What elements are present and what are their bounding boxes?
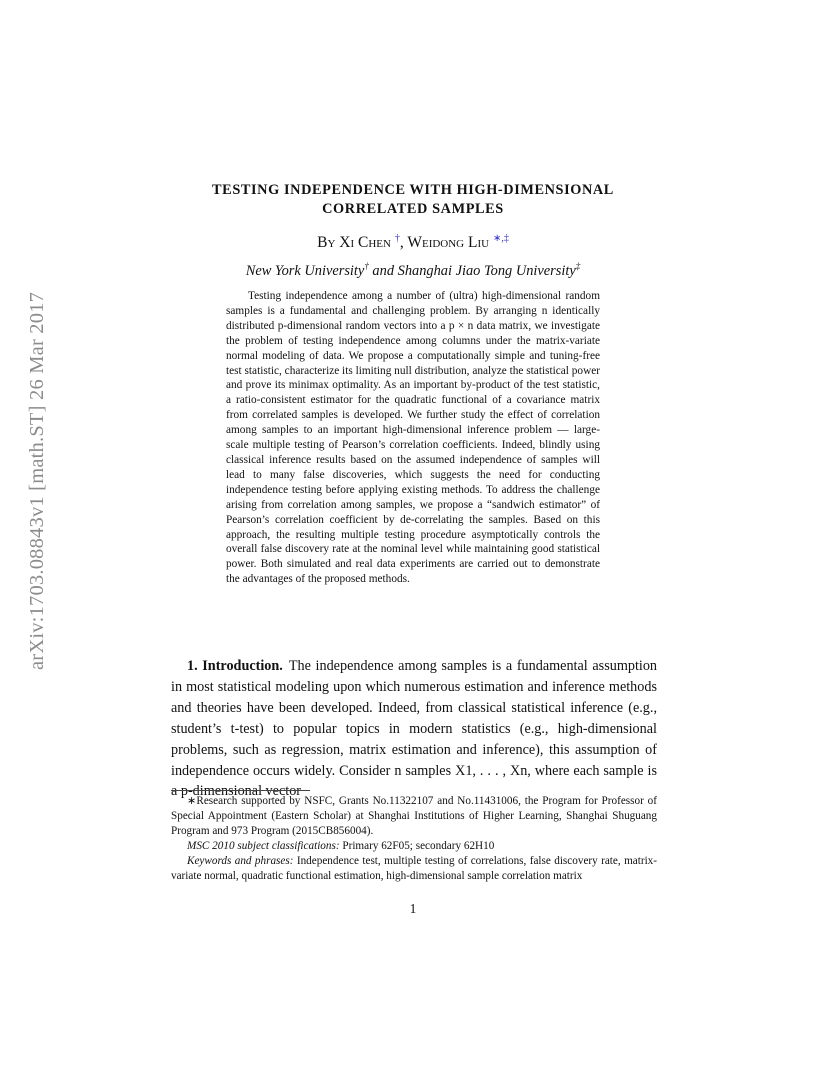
msc-footnote xyxy=(171,839,657,854)
title-line-2: CORRELATED SAMPLES xyxy=(322,201,504,217)
author-2: Weidong Liu xyxy=(407,234,490,252)
footnote-rule xyxy=(171,790,310,791)
affiliation-1-mark: † xyxy=(364,261,369,271)
keywords-footnote xyxy=(171,854,657,884)
introduction-paragraph xyxy=(171,656,657,802)
author-1-mark[interactable]: † xyxy=(394,233,400,244)
page-number: 1 xyxy=(409,901,417,916)
msc-text: Primary 62F05; secondary 62H10 xyxy=(342,839,495,852)
keywords-text: Independence test, multiple testing of correlations, false discovery rate, matrix-variate normal, quadratic functional estimation, high-dimensional sample correlation matrix xyxy=(171,854,658,882)
funding-footnote: ∗Research supported by NSFC, Grants No.11322107 and No.11431006, the Program for Professor of Special Appointment (Eastern Scholar) at Shanghai Institutions of Higher Learning, Shanghai Shuguang Program and 973 Program (2015CB856004). xyxy=(171,795,657,837)
keywords-label: Keywords and phrases: xyxy=(187,854,294,867)
affiliation-2: Shanghai Jiao Tong University xyxy=(397,262,576,279)
arxiv-stamp xyxy=(22,270,52,670)
title-line-1: TESTING INDEPENDENCE WITH HIGH-DIMENSIONAL xyxy=(212,182,614,198)
affiliation-2-mark: ‡ xyxy=(575,261,581,271)
author-separator: , xyxy=(399,234,404,252)
footnotes xyxy=(171,794,657,883)
paper-title xyxy=(160,181,666,219)
section-heading: 1. Introduction. xyxy=(187,658,283,674)
author-2-mark[interactable]: ∗,‡ xyxy=(492,233,509,244)
abstract: Testing independence among a number of (ultra) high-dimensional random samples is a fundamental and challenging problem. By arranging n identically distributed p-dimensional random vectors into a p × n data matrix, we investigate the problem of testing independence among columns under the matrix-variate normal modeling of data. We propose a computationally simple and tuning-free test statistic, characterize its limiting null distribution, analyze the statistical power and prove its minimax optimality. As an important by-product of the test statistic, a ratio-consistent estimator for the quadratic functional of a covariance matrix from correlated samples is developed. We further study the effect of correlation among samples to an important high-dimensional inference problem — large-scale multiple testing of Pearson’s correlation coefficients. Indeed, blindly using classical inference results based on the assumed independence of samples will lead to many false discoveries, which suggests the need for conducting independence testing before applying existing methods. To address the challenge arising from correlation among samples, we propose a “sandwich estimator” of Pearson’s correlation coefficient by de-correlating the samples. Based on this approach, the resulting multiple testing procedure asymptotically controls the overall false discovery rate at the nominal level while maintaining good statistical power. Both simulated and real data experiments are carried out to demonstrate the advantages of the proposed methods. xyxy=(226,290,600,586)
affiliation-and: and xyxy=(372,262,395,279)
introduction-text: The independence among samples is a fundamental assumption in most statistical modeling upon which numerous estimation and inference methods and theories have been developed. Indeed, from classical statistical inference (e.g., student’s t-test) to popular topics in modern statistics (e.g., high-dimensional problems, such as regression, matrix estimation and inference), this assumption of independence occurs widely. Consider n samples X1, . . . , Xn, where each sample is a p-dimensional vector xyxy=(171,658,658,800)
msc-label: MSC 2010 subject classifications: xyxy=(187,839,340,852)
author-1: Xi Chen xyxy=(339,234,391,252)
by-label: By xyxy=(317,234,336,252)
affiliation-1: New York University xyxy=(245,262,365,279)
author-line xyxy=(160,233,666,252)
arxiv-id: arXiv:1703.08843v1 [math.ST] 26 Mar 2017 xyxy=(26,291,48,670)
affiliation-line xyxy=(160,261,666,280)
